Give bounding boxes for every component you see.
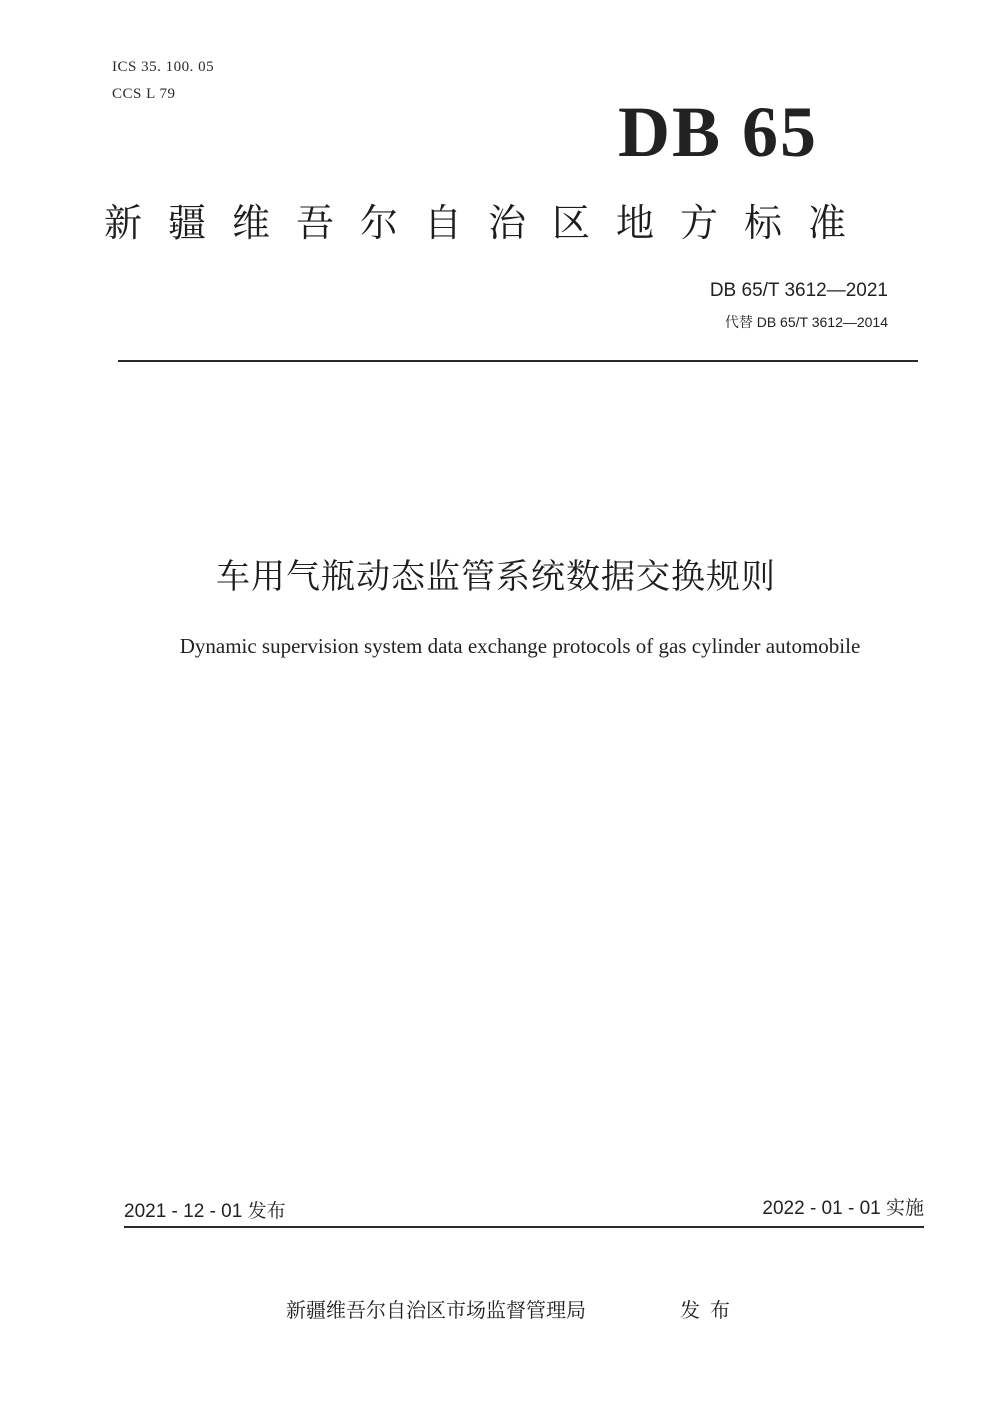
publisher-name: 新疆维吾尔自治区市场监督管理局 <box>286 1298 586 1322</box>
standard-type-heading: 新疆维吾尔自治区地方标准 <box>104 201 873 245</box>
issue-date: 2021 - 12 - 01 发布 <box>124 1201 286 1222</box>
implementation-date: 2022 - 01 - 01 实施 <box>762 1198 924 1219</box>
ccs-code: CCS L 79 <box>112 86 176 102</box>
db-logo-mark: DB 65 <box>618 92 819 172</box>
publish-label: 发布 <box>680 1298 740 1322</box>
document-title-chinese: 车用气瓶动态监管系统数据交换规则 <box>216 557 776 597</box>
document-title-english: Dynamic supervision system data exchange protocols of gas cylinder automobile <box>179 634 861 658</box>
ics-code: ICS 35. 100. 05 <box>112 59 215 75</box>
bottom-divider <box>124 1226 924 1228</box>
top-divider <box>118 360 918 362</box>
replaced-standard-code: 代替 DB 65/T 3612—2014 <box>724 314 888 330</box>
standard-code: DB 65/T 3612—2021 <box>709 280 888 301</box>
